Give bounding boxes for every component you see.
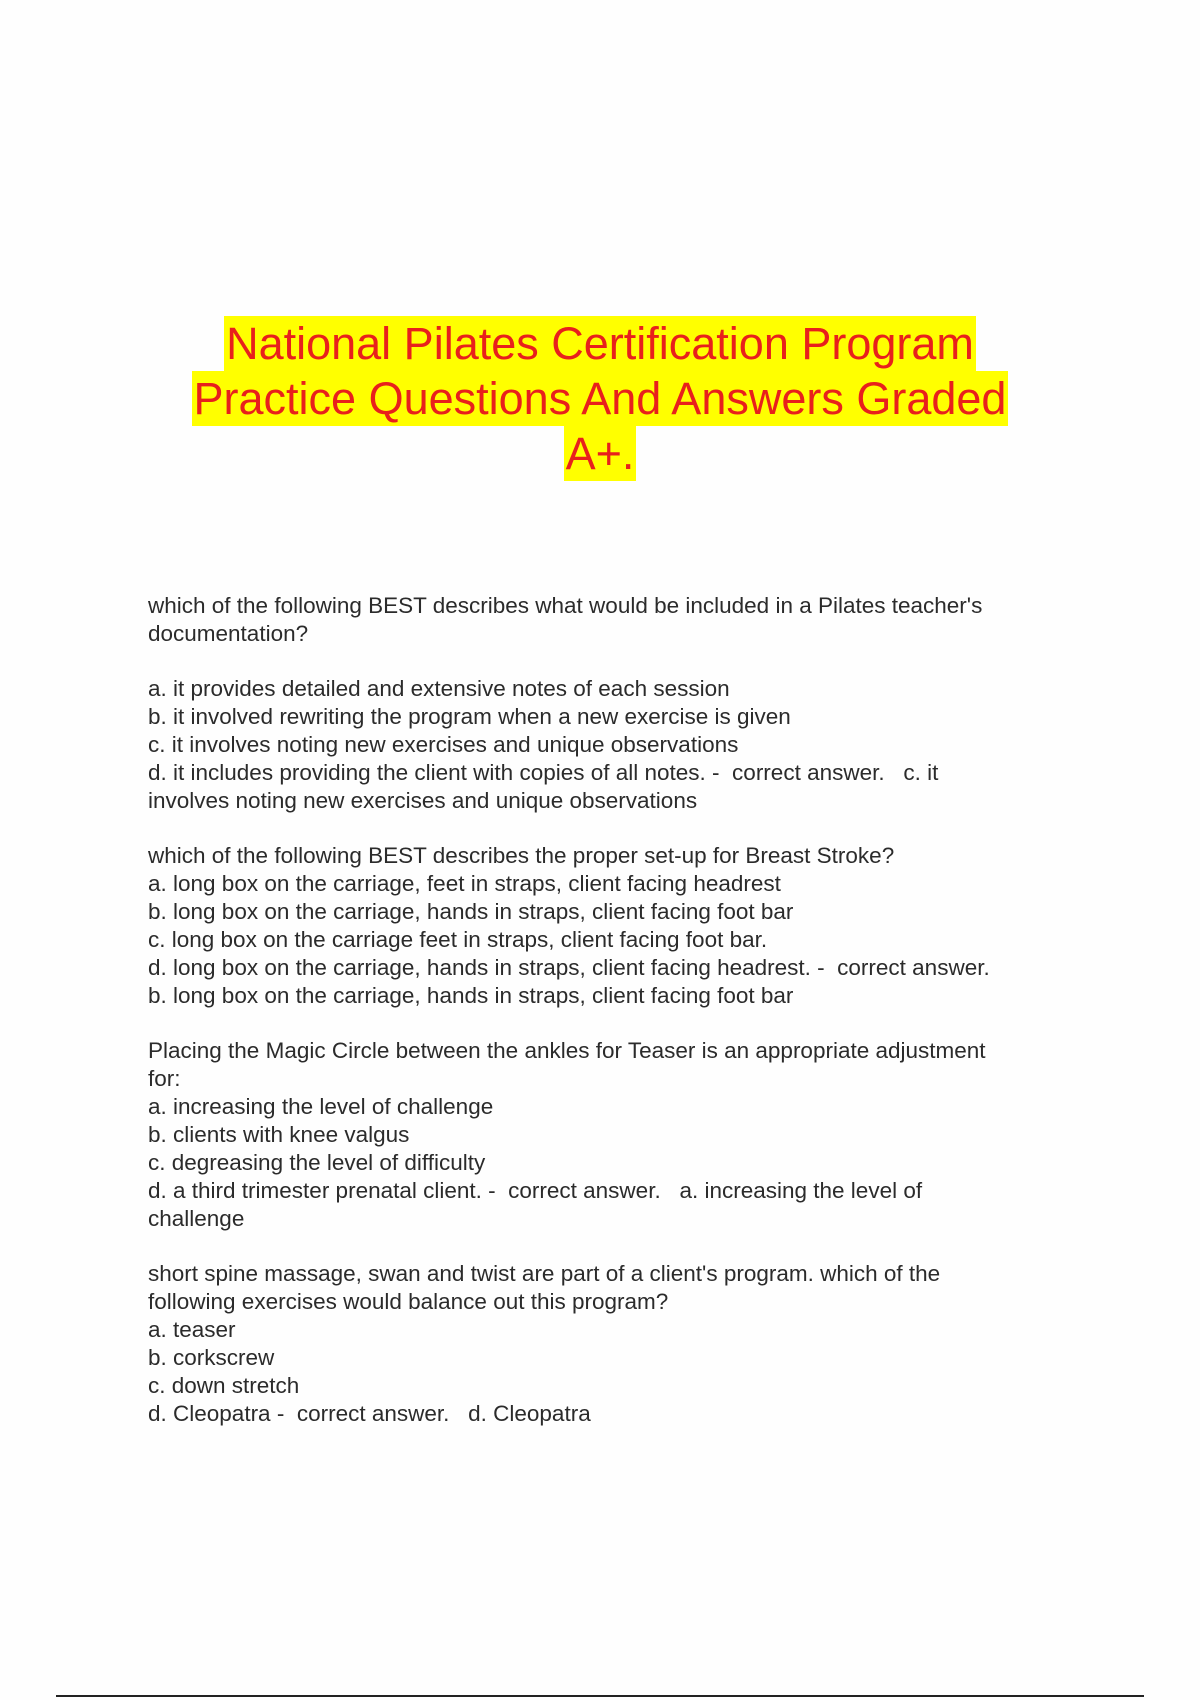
- question-4: [148, 1260, 1058, 1428]
- question-3-option-b: b. clients with knee valgus: [148, 1122, 410, 1147]
- question-1-option-a: a. it provides detailed and extensive notes of each session: [148, 676, 730, 701]
- question-4-option-a: a. teaser: [148, 1317, 236, 1342]
- question-1-prompt-line-1: which of the following BEST describes what would be included in a Pilates teacher's: [148, 593, 983, 618]
- title-line-2: Practice Questions And Answers Graded: [193, 373, 1007, 424]
- question-3-answer-continued: challenge: [148, 1206, 245, 1231]
- question-2-option-b: b. long box on the carriage, hands in straps, client facing foot bar: [148, 899, 794, 924]
- question-4-option-c: c. down stretch: [148, 1373, 300, 1398]
- question-3-prompt-line-1: Placing the Magic Circle between the ankles for Teaser is an appropriate adjustment: [148, 1038, 986, 1063]
- question-3-option-c: c. degreasing the level of difficulty: [148, 1150, 486, 1175]
- question-1-option-c: c. it involves noting new exercises and unique observations: [148, 732, 739, 757]
- question-3-option-d: d. a third trimester prenatal client. - correct answer. a. increasing the level of: [148, 1178, 923, 1203]
- question-4-option-d: d. Cleopatra - correct answer. d. Cleopatra: [148, 1401, 591, 1426]
- questions-list: [148, 592, 1058, 1455]
- title-line-1: National Pilates Certification Program: [226, 318, 974, 369]
- question-2: [148, 842, 1058, 1010]
- question-1-option-b: b. it involved rewriting the program when a new exercise is given: [148, 704, 791, 729]
- question-1: [148, 592, 1058, 815]
- spacer: [148, 648, 1058, 675]
- question-3-prompt-line-2: for:: [148, 1066, 181, 1091]
- question-3-option-a: a. increasing the level of challenge: [148, 1094, 494, 1119]
- question-4-option-b: b. corkscrew: [148, 1345, 275, 1370]
- question-1-prompt-line-2: documentation?: [148, 621, 309, 646]
- question-2-prompt-line-1: which of the following BEST describes the proper set-up for Breast Stroke?: [148, 843, 895, 868]
- document-title: [0, 316, 1200, 481]
- question-2-option-a: a. long box on the carriage, feet in straps, client facing headrest: [148, 871, 781, 896]
- question-4-prompt-line-2: following exercises would balance out this program?: [148, 1289, 669, 1314]
- question-4-prompt-line-1: short spine massage, swan and twist are part of a client's program. which of the: [148, 1261, 941, 1286]
- question-2-answer-continued: b. long box on the carriage, hands in straps, client facing foot bar: [148, 983, 794, 1008]
- question-2-option-d: d. long box on the carriage, hands in straps, client facing headrest. - correct answer.: [148, 955, 990, 980]
- title-line-3: A+.: [565, 428, 635, 479]
- question-2-option-c: c. long box on the carriage feet in straps, client facing foot bar.: [148, 927, 768, 952]
- question-3: [148, 1037, 1058, 1233]
- page-bottom-divider: [56, 1695, 1144, 1697]
- question-1-option-d: d. it includes providing the client with copies of all notes. - correct answer. c. it: [148, 760, 939, 785]
- question-1-answer-continued: involves noting new exercises and unique observations: [148, 788, 698, 813]
